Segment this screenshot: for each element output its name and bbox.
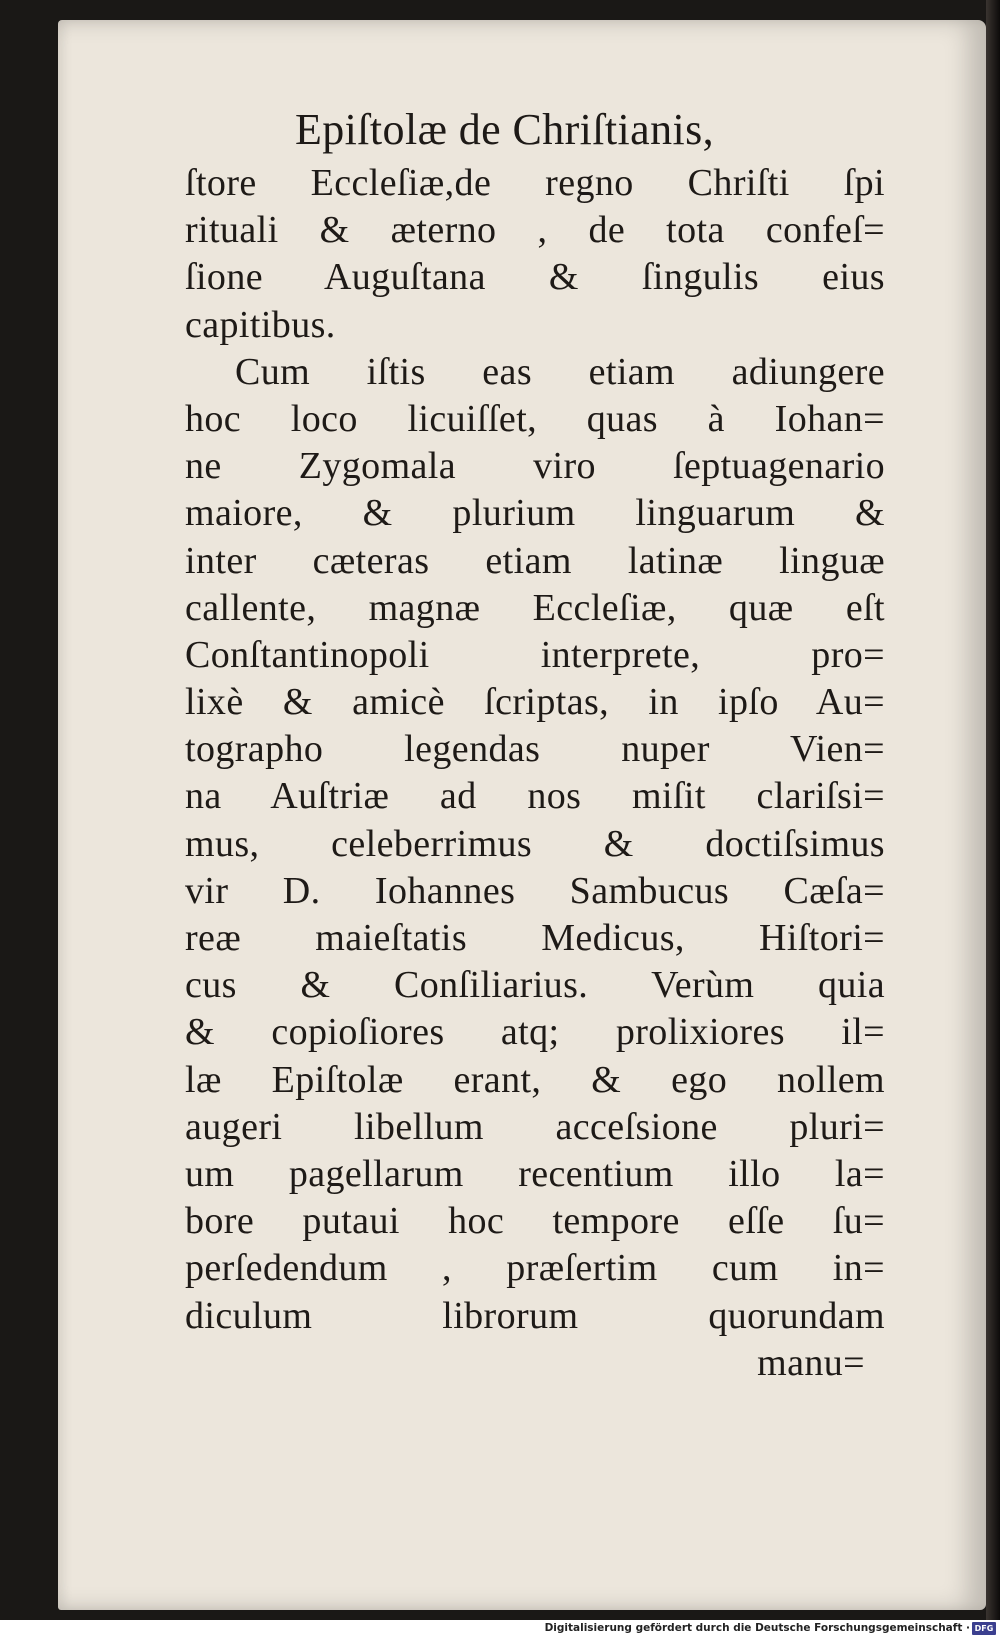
text-line-5: Cum iſtis eas etiam adiungere xyxy=(235,350,885,393)
text-line-18: cus & Conſiliarius. Verùm quia xyxy=(185,964,885,1007)
text-line-22: um pagellarum recentium illo la= xyxy=(185,1152,885,1195)
text-line-1: ſtore Eccleſiæ,de regno Chriſti ſpi xyxy=(185,162,885,204)
text-line-24: perſedendum , præſertim cum in= xyxy=(185,1247,885,1290)
text-line-3: ſione Auguſtana & ſingulis eius xyxy=(185,256,885,299)
book-edge xyxy=(986,0,1000,1620)
text-line-6: hoc loco licuiſſet, quas à Iohan= xyxy=(185,397,885,440)
catchword: manu= xyxy=(757,1341,865,1384)
footer-bar xyxy=(0,1620,1000,1639)
text-line-14: na Auſtriæ ad nos miſit clariſsi= xyxy=(185,775,885,818)
text-line-25: diculum librorum quorundam xyxy=(185,1294,885,1337)
text-line-20: læ Epiſtolæ erant, & ego nollem xyxy=(185,1058,885,1101)
text-line-16: vir D. Iohannes Sambucus Cæſa= xyxy=(185,869,885,912)
text-line-10: callente, magnæ Eccleſiæ, quæ eſt xyxy=(185,586,885,629)
text-line-2: rituali & æterno , de tota confeſ= xyxy=(185,209,885,252)
text-line-4: capitibus. xyxy=(185,303,336,346)
funding-credit: Digitalisierung gefördert durch die Deutsche Forschungsgemeinschaft · xyxy=(544,1622,970,1634)
text-line-17: reæ maieſtatis Medicus, Hiſtori= xyxy=(185,917,885,959)
text-line-9: inter cæteras etiam latinæ linguæ xyxy=(185,539,885,582)
text-line-19: & copioſiores atq; prolixiores il= xyxy=(185,1011,885,1054)
dfg-logo: DFG xyxy=(972,1622,996,1635)
text-line-7: ne Zygomala viro ſeptuagenario xyxy=(185,445,885,488)
text-line-12: lixè & amicè ſcriptas, in ipſo Au= xyxy=(185,681,885,724)
running-heading: Epiſtolæ de Chriſtianis, xyxy=(295,105,715,154)
text-line-8: maiore, & plurium linguarum & xyxy=(185,492,885,535)
text-line-21: augeri libellum acceſsione pluri= xyxy=(185,1105,885,1148)
page-text-block xyxy=(185,100,885,1387)
text-line-13: tographo legendas nuper Vien= xyxy=(185,728,885,771)
text-line-15: mus, celeberrimus & doctiſsimus xyxy=(185,822,885,865)
text-line-23: bore putaui hoc tempore eſſe ſu= xyxy=(185,1200,885,1243)
text-line-11: Conſtantinopoli interprete, pro= xyxy=(185,633,885,676)
